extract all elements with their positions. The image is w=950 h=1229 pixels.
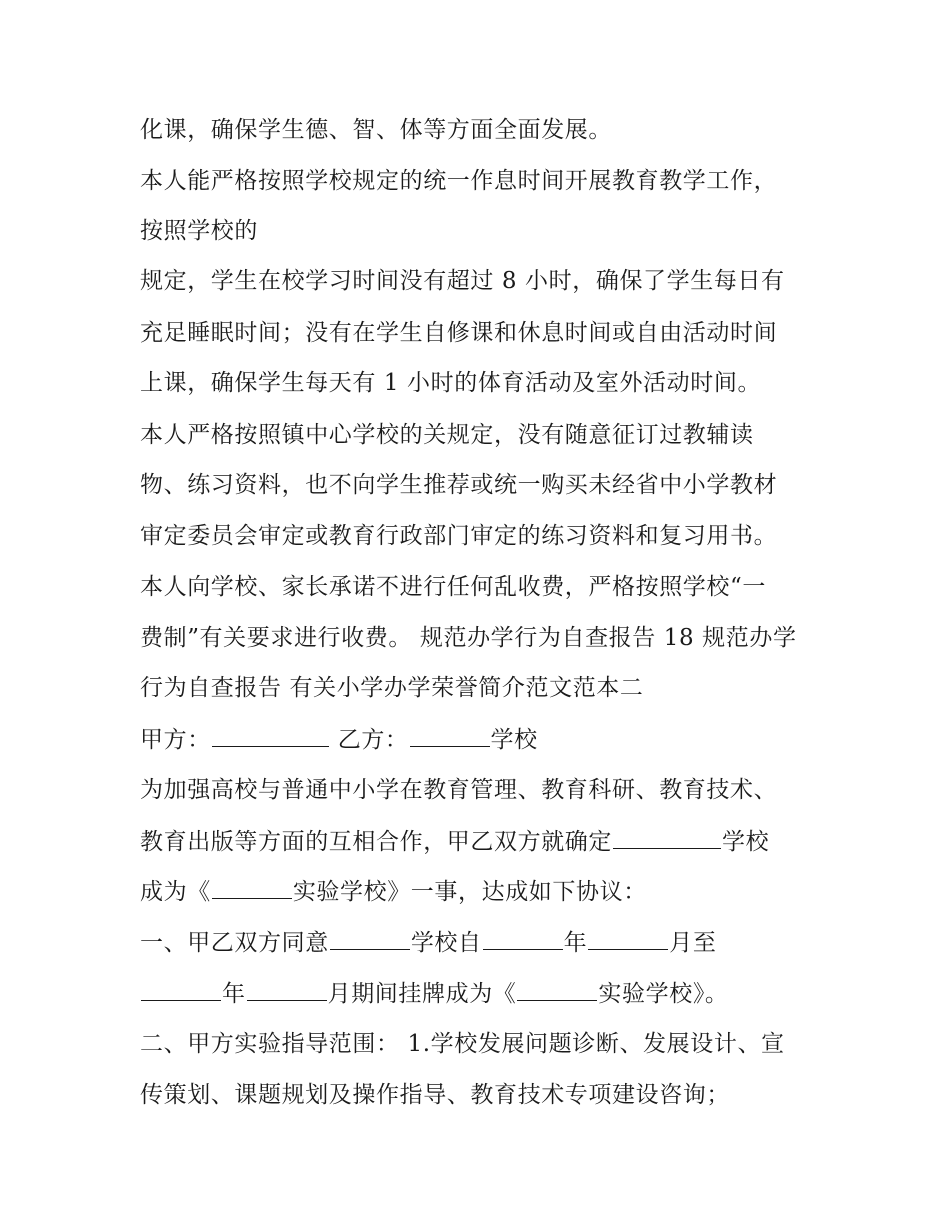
text-line: 二、甲方实验指导范围： 1.学校发展问题诊断、发展设计、宣 — [140, 1031, 785, 1057]
party-a-label: 甲方： — [140, 727, 211, 753]
text-segment: 成为《 — [140, 879, 211, 905]
text-line: 物、练习资料，也不向学生推荐或统一购买未经省中小学教材 — [140, 472, 778, 498]
text-segment: 学校 — [722, 829, 770, 855]
experiment-name-blank — [212, 876, 292, 899]
text-segment: 一、甲乙双方同意 — [140, 930, 329, 956]
text-segment: 实验学校》。 — [598, 981, 729, 1007]
end-year-blank — [141, 978, 221, 1001]
start-month-blank — [588, 927, 668, 950]
text-segment: 年 — [563, 930, 588, 956]
text-segment: 学校自 — [410, 930, 482, 956]
text-line — [140, 876, 647, 907]
text-line — [140, 927, 716, 958]
school-label: 学校 — [490, 727, 538, 753]
start-year-blank — [483, 927, 563, 950]
text-line: 本人向学校、家长承诺不进行任何乱收费，严格按照学校“一 — [140, 574, 766, 600]
text-line: 本人严格按照镇中心学校的关规定，没有随意征订过教辅读 — [140, 422, 754, 448]
text-line — [140, 978, 729, 1009]
text-segment: 月至 — [669, 930, 717, 956]
text-line: 传策划、课题规划及操作指导、教育技术专项建设咨询； — [140, 1082, 730, 1108]
party-b-label: 乙方： — [329, 727, 409, 753]
text-segment: 年 — [222, 981, 246, 1007]
text-segment: 教育出版等方面的互相合作，甲乙双方就确定 — [140, 829, 612, 855]
experiment-school-blank — [517, 978, 597, 1001]
text-segment: 实验学校》一事，达成如下协议： — [292, 879, 647, 905]
school-blank — [330, 927, 410, 950]
text-segment: 月期间挂牌成为《 — [327, 981, 517, 1007]
text-line: 审定委员会审定或教育行政部门审定的练习资料和复习用书。 — [140, 523, 778, 549]
party-b-blank — [410, 724, 490, 747]
text-line: 按照学校的 — [140, 218, 258, 244]
text-line: 行为自查报告 有关小学办学荣誉简介范文范本二 — [140, 675, 644, 701]
text-line: 化课，确保学生德、智、体等方面全面发展。 — [140, 117, 612, 143]
text-line: 上课，确保学生每天有 1 小时的体育活动及室外活动时间。 — [140, 370, 762, 396]
text-line: 费制”有关要求进行收费。 规范办学行为自查报告 18 规范办学 — [140, 625, 797, 651]
end-month-blank — [247, 978, 327, 1001]
text-line: 为加强高校与普通中小学在教育管理、教育科研、教育技术、 — [140, 777, 778, 803]
text-line: 本人能严格按照学校规定的统一作息时间开展教育教学工作， — [140, 168, 778, 194]
text-line: 规定，学生在校学习时间没有超过 8 小时，确保了学生每日有 — [140, 268, 785, 294]
school-name-blank — [613, 826, 721, 849]
text-line: 充足睡眠时间；没有在学生自修课和休息时间或自由活动时间 — [140, 320, 778, 346]
party-a-blank — [212, 724, 329, 747]
party-line — [140, 724, 538, 755]
text-line — [140, 826, 769, 857]
